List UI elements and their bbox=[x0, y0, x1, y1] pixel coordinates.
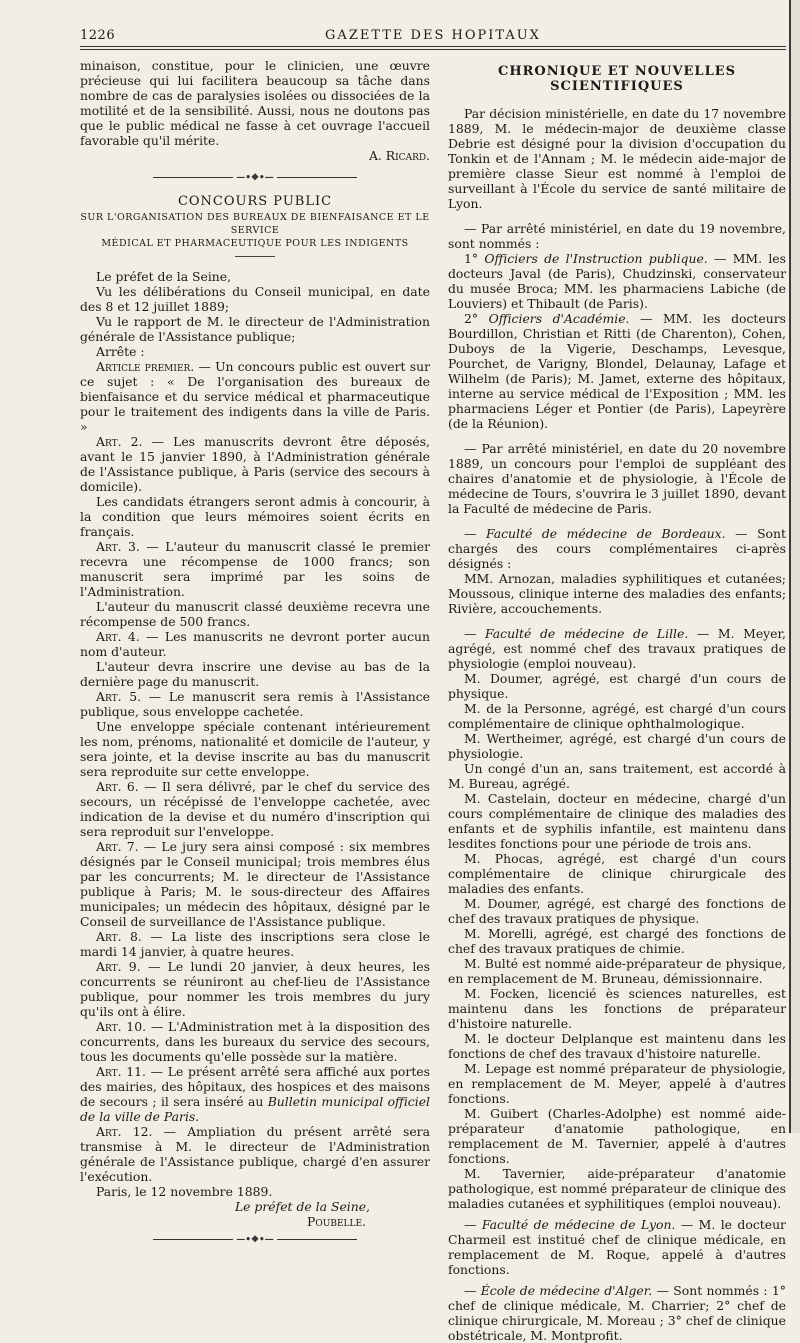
article-text: — L'auteur du manuscrit classé le premier recevra une récompense de 1000 francs; son manuscrit sera imprimé par les soins de l'Administration. bbox=[80, 539, 430, 599]
article-4-para: L'auteur devra inscrire une devise au bas de la dernière page du manuscrit. bbox=[80, 659, 430, 689]
arrete-line: Arrête : bbox=[96, 344, 145, 359]
news-text: — M. le docteur Charmeil est institué chef de clinique médicale, en remplacement de M. Roque, appelé à d'autres fonctions. bbox=[448, 1217, 786, 1277]
prefet-line: Le préfet de la Seine, bbox=[96, 269, 232, 284]
article-3 bbox=[80, 539, 430, 599]
news-bordeaux bbox=[448, 526, 786, 571]
news-item: M. Guibert (Charles-Adolphe) est nommé aide-préparateur d'anatomie pathologique, en remplacement de M. Tavernier, appelé à d'autres fonctions. bbox=[448, 1106, 786, 1166]
section-subtitle bbox=[80, 211, 430, 250]
article-3-para: L'auteur du manuscrit classé deuxième recevra une récompense de 500 francs. bbox=[80, 599, 430, 629]
separator-glyph: —•❖•— bbox=[236, 173, 274, 183]
article-text: — Le manuscrit sera remis à l'Assistance publique, sous enveloppe cachetée. bbox=[80, 689, 430, 719]
news-item: M. Tavernier, aide-préparateur d'anatomie pathologique, est nommé préparateur de clinique des maladies cutanées et syphilitiques (emploi nouveau). bbox=[448, 1166, 786, 1211]
news-officiers-instruction bbox=[448, 251, 786, 311]
dash: — bbox=[464, 1283, 481, 1298]
news-item: M. de la Personne, agrégé, est chargé d'un cours complémentaire de clinique ophthalmologique. bbox=[448, 701, 786, 731]
news-arrete-20-nov: — Par arrêté ministériel, en date du 20 novembre 1889, un concours pour l'emploi de suppléant des chaires d'anatomie et de physiologie, à l'École de médecine de Tours, s'ouvrira le 3 juillet 1890, devant la Faculté de médecine de Paris. bbox=[448, 441, 786, 516]
review-signature bbox=[80, 148, 430, 163]
article-text: — Le présent arrêté sera affiché aux portes des mairies, des hôpitaux, des hospices et des maisons de secours ; il sera inséré au bbox=[80, 1064, 430, 1109]
subtitle-line-2: MÉDICAL ET PHARMACEUTIQUE POUR LES INDIGENTS bbox=[101, 238, 409, 249]
subtitle-line-1: SUR L'ORGANISATION DES BUREAUX DE BIENFAISANCE ET LE SERVICE bbox=[80, 212, 430, 236]
news-item: M. Lepage est nommé préparateur de physiologie, en remplacement de M. Meyer, appelé à d'autres fonctions. bbox=[448, 1061, 786, 1106]
separator-glyph: —•❖•— bbox=[236, 1235, 274, 1245]
article-8 bbox=[80, 929, 430, 959]
news-text: — M. Meyer, agrégé, est nommé chef des travaux pratiques de physiologie (emploi nouveau). bbox=[448, 626, 786, 671]
article-6 bbox=[80, 779, 430, 839]
news-arrete-19-nov: — Par arrêté ministériel, en date du 19 novembre, sont nommés : bbox=[448, 221, 786, 251]
separator-line bbox=[277, 1239, 357, 1240]
news-decision-17-nov: Par décision ministérielle, en date du 17 novembre 1889, M. le médecin-major de deuxième classe Debrie est désigné pour la division d'occupation du Tonkin et de l'Annam ; M. le médecin aide-major de première classe Sieur est nommé à l'emploi de surveillant à l'École du service de santé militaire de Lyon. bbox=[448, 106, 786, 211]
bulletin-title: Bulletin municipal officiel de la ville de Paris. bbox=[80, 1094, 431, 1124]
list-number: 2° bbox=[464, 311, 489, 326]
rank-title: Officiers d'Académie. bbox=[488, 311, 630, 326]
dash: — bbox=[464, 1217, 482, 1232]
separator-line bbox=[153, 1239, 233, 1240]
school-name: École de médecine d'Alger. bbox=[480, 1283, 653, 1298]
faculty-name: Faculté de médecine de Lille. bbox=[485, 626, 689, 641]
news-text: — Sont chargés des cours complémentaires ci-après désignés : bbox=[448, 526, 786, 571]
short-rule bbox=[235, 256, 275, 257]
article-text: — Le lundi 20 janvier, à deux heures, les concurrents se réuniront au chef-lieu de l'Assistance publique, pour nommer les trois membres du jury qu'ils ont à élire. bbox=[80, 959, 430, 1019]
article-text: — Un concours public est ouvert sur ce sujet : « De l'organisation des bureaux de bienfaisance et du service médical et pharmaceutique pour le traitement des indigents dans la ville de Paris. » bbox=[80, 359, 430, 434]
news-text: — MM. les docteurs Bourdillon, Christian et Ritti (de Charenton), Cohen, Duboys de la Vigerie, Deschamps, Levesque, Pourchet, de Varigny, Blondel, Delaunay, Lafage et Wilhelm (de Paris); M. Jamet, externe des hôpitaux, interne au service médical de l'Exposition ; MM. les pharmaciens Léger et Pontier (de Paris), Lapeyrère (de la Réunion). bbox=[448, 311, 786, 431]
faculty-name: Faculté de médecine de Lyon. bbox=[481, 1217, 676, 1232]
vu-rapport: Vu le rapport de M. le directeur de l'Administration générale de l'Assistance publique; bbox=[80, 314, 430, 344]
page-number: 1226 bbox=[80, 28, 116, 43]
dash: — bbox=[464, 626, 486, 641]
left-column bbox=[80, 58, 430, 1256]
article-7 bbox=[80, 839, 430, 929]
news-lyon bbox=[448, 1217, 786, 1277]
article-text: — Le jury sera ainsi composé : six membres désignés par le Conseil municipal; trois membres élus par les concurrents; M. le directeur de l'Assistance publique à Paris; M. le sous-directeur des Affaires municipales; un médecin des hôpitaux, désigné par le Conseil de surveillance de l'Assistance publique. bbox=[80, 839, 430, 929]
article-12 bbox=[80, 1124, 430, 1184]
separator-line bbox=[153, 177, 233, 178]
news-item: M. Morelli, agrégé, est chargé des fonctions de chef des travaux pratiques de chimie. bbox=[448, 926, 786, 956]
section-title: CONCOURS PUBLIC bbox=[177, 194, 333, 209]
separator-line bbox=[277, 177, 357, 178]
article-label: Art. 9. bbox=[96, 959, 141, 974]
news-item: M. Wertheimer, agrégé, est chargé d'un cours de physiologie. bbox=[448, 731, 786, 761]
running-title: GAZETTE DES HOPITAUX bbox=[325, 28, 541, 43]
article-label: Art. 5. bbox=[96, 689, 142, 704]
news-officiers-academie bbox=[448, 311, 786, 431]
article-label: Art. 12. bbox=[96, 1124, 153, 1139]
prefet-name: Poubelle. bbox=[307, 1214, 366, 1229]
page-edge bbox=[789, 0, 800, 1133]
article-1 bbox=[80, 359, 430, 434]
article-text: — Les manuscrits ne devront porter aucun nom d'auteur. bbox=[80, 629, 430, 659]
faculty-name: Faculté de médecine de Bordeaux. bbox=[485, 526, 726, 541]
review-ending: minaison, constitue, pour le clinicien, une œuvre précieuse qui lui facilitera beaucoup sa tâche dans nombre de cas de paralysies isolées ou dissociées de la motilité et de la sensibilité. Aussi, nous ne doutons pas que le public médical ne fasse à cet ouvrage l'accueil favorable qu'il mérite. bbox=[80, 58, 430, 148]
article-text: — La liste des inscriptions sera close le mardi 14 janvier, à quatre heures. bbox=[80, 929, 430, 959]
news-item: M. Doumer, agrégé, est chargé d'un cours de physique. bbox=[448, 671, 786, 701]
news-item: M. Focken, licencié ès sciences naturelles, est maintenu dans les fonctions de préparateur d'histoire naturelle. bbox=[448, 986, 786, 1031]
news-item: M. Bulté est nommé aide-préparateur de physique, en remplacement de M. Bruneau, démissionnaire. bbox=[448, 956, 786, 986]
article-label: Art. 8. bbox=[96, 929, 142, 944]
signature-name bbox=[80, 1214, 430, 1229]
decree-date: Paris, le 12 novembre 1889. bbox=[96, 1184, 273, 1199]
article-10 bbox=[80, 1019, 430, 1064]
article-label: Art. 3. bbox=[96, 539, 140, 554]
dash: — bbox=[464, 526, 486, 541]
article-label: Art. 11. bbox=[96, 1064, 146, 1079]
article-5-para: Une enveloppe spéciale contenant intérieurement les nom, prénoms, nationalité et domicile de l'auteur, y sera jointe, et la devise inscrite au bas du manuscrit sera reproduite sur cette enveloppe. bbox=[80, 719, 430, 779]
article-9 bbox=[80, 959, 430, 1019]
news-item: M. le docteur Delplanque est maintenu dans les fonctions de chef des travaux d'histoire naturelle. bbox=[448, 1031, 786, 1061]
news-item: Un congé d'un an, sans traitement, est accordé à M. Bureau, agrégé. bbox=[448, 761, 786, 791]
article-label: Art. 7. bbox=[96, 839, 139, 854]
ornament-separator bbox=[80, 171, 430, 186]
chronicle-title: CHRONIQUE ET NOUVELLES SCIENTIFIQUES bbox=[497, 64, 737, 94]
article-label: Art. 6. bbox=[96, 779, 139, 794]
article-label: Article premier. bbox=[96, 359, 195, 374]
article-label: Art. 2. bbox=[96, 434, 143, 449]
vu-deliberations: Vu les délibérations du Conseil municipal, en date des 8 et 12 juillet 1889; bbox=[80, 284, 430, 314]
news-item: M. Doumer, agrégé, est chargé des fonctions de chef des travaux pratiques de physique. bbox=[448, 896, 786, 926]
news-alger bbox=[448, 1283, 786, 1343]
news-text: — Sont nommés : 1° chef de clinique médicale, M. Charrier; 2° chef de clinique chirurgicale, M. Moreau ; 3° chef de clinique obstétricale, M. Montprofit. bbox=[448, 1283, 786, 1343]
news-item: M. Castelain, docteur en médecine, chargé d'un cours complémentaire de clinique des maladies des enfants et de syphilis infantile, est maintenu dans lesdites fonctions pour une période de trois ans. bbox=[448, 791, 786, 851]
prefet-role: Le préfet de la Seine, bbox=[234, 1199, 370, 1214]
signature-role bbox=[80, 1199, 430, 1214]
article-5 bbox=[80, 689, 430, 719]
article-text: — Les manuscrits devront être déposés, avant le 15 janvier 1890, à l'Administration générale de l'Assistance publique, à Paris (service des secours à domicile). bbox=[80, 434, 430, 494]
right-column bbox=[448, 58, 786, 1343]
header-rule bbox=[80, 46, 786, 50]
news-text: — MM. les docteurs Javal (de Paris), Chudzinski, conservateur du musée Broca; MM. les pharmaciens Labiche (de Louviers) et Thibault (de Paris). bbox=[448, 251, 786, 311]
article-4 bbox=[80, 629, 430, 659]
article-label: Art. 4. bbox=[96, 629, 140, 644]
page-header bbox=[80, 26, 786, 46]
article-text: — Il sera délivré, par le chef du service des secours, un récépissé de l'enveloppe cachetée, avec indication de la devise et du numéro d'inscription qui sera reproduit sur l'enveloppe. bbox=[80, 779, 430, 839]
news-lille bbox=[448, 626, 786, 671]
rank-title: Officiers de l'Instruction publique. bbox=[484, 251, 708, 266]
news-bordeaux-list: MM. Arnozan, maladies syphilitiques et cutanées; Moussous, clinique interne des maladies des enfants; Rivière, accouchements. bbox=[448, 571, 786, 616]
news-item: M. Phocas, agrégé, est chargé d'un cours complémentaire de clinique chirurgicale des maladies des enfants. bbox=[448, 851, 786, 896]
article-text: — L'Administration met à la disposition des concurrents, dans les bureaux du service des secours, tous les documents qu'elle possède sur la matière. bbox=[80, 1019, 430, 1064]
article-11 bbox=[80, 1064, 430, 1124]
article-2 bbox=[80, 434, 430, 494]
review-author: A. Ricard. bbox=[368, 148, 430, 163]
article-2-para: Les candidats étrangers seront admis à concourir, à la condition que leurs mémoires soient écrits en français. bbox=[80, 494, 430, 539]
article-text: — Ampliation du présent arrêté sera transmise à M. le directeur de l'Administration générale de l'Assistance publique, chargé d'en assurer l'exécution. bbox=[80, 1124, 430, 1184]
list-number: 1° bbox=[464, 251, 485, 266]
ornament-separator-end bbox=[80, 1233, 430, 1248]
article-label: Art. 10. bbox=[96, 1019, 147, 1034]
